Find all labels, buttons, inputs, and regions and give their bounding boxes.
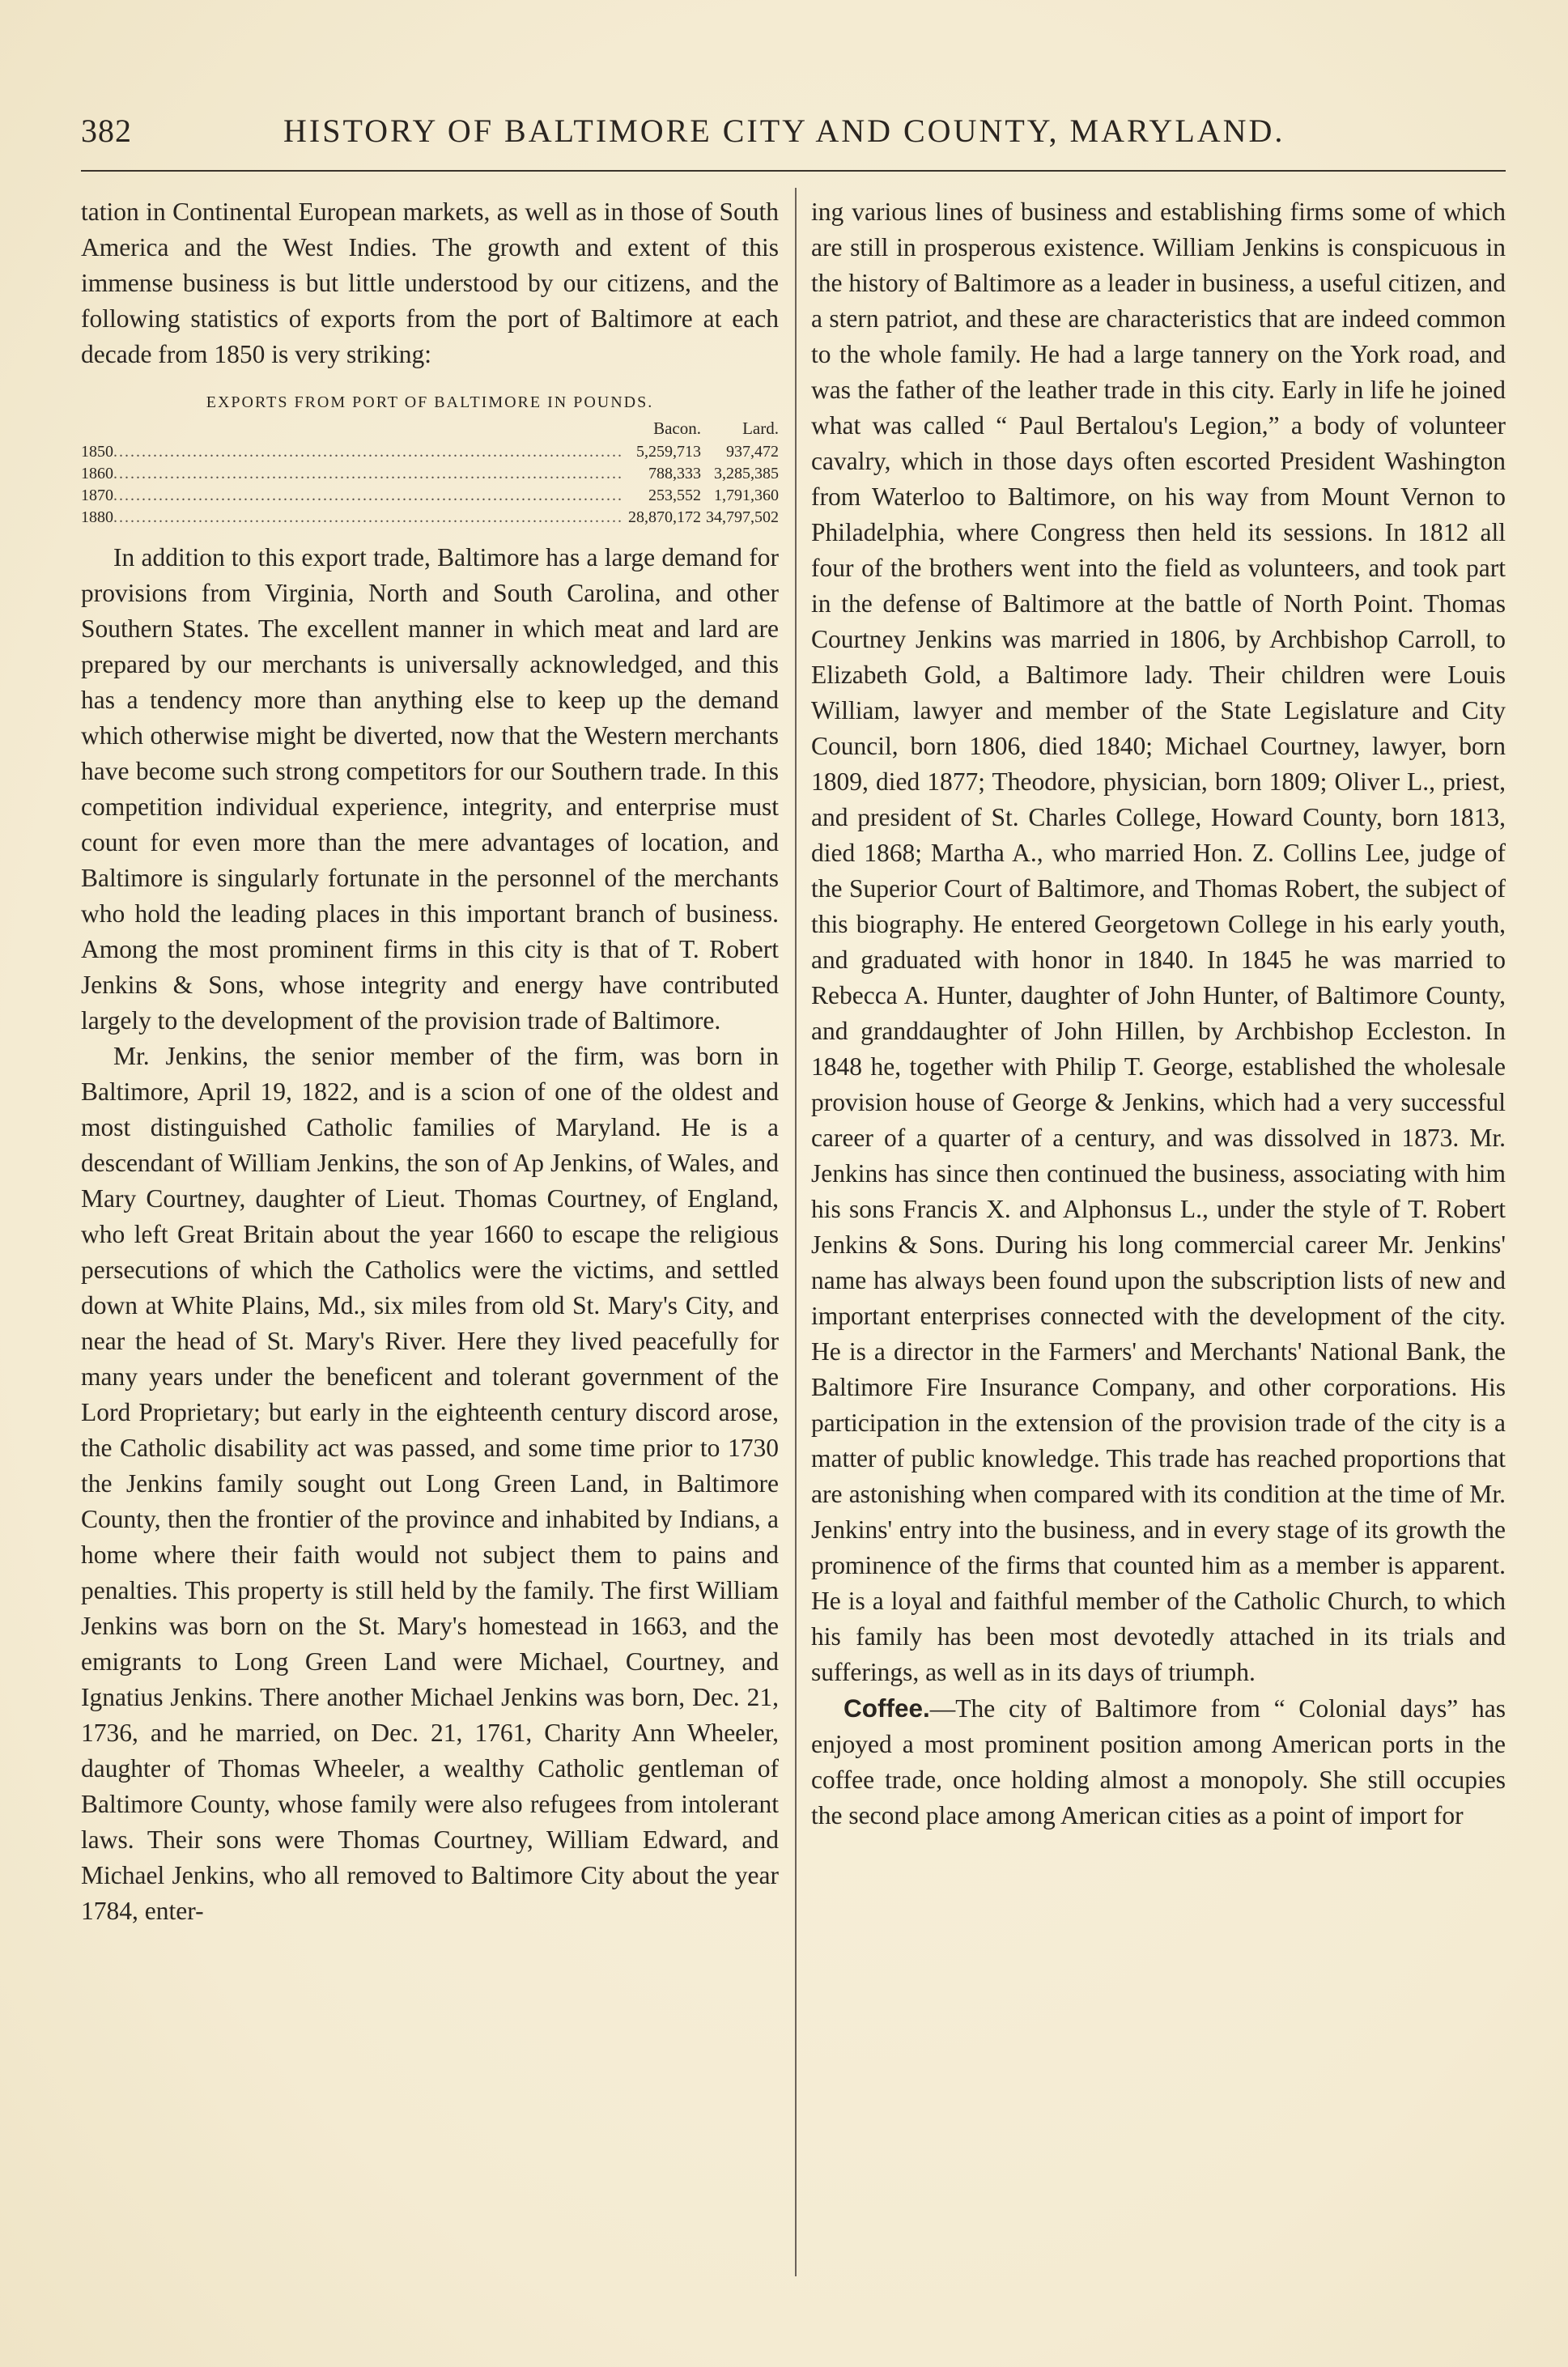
leader-dots: .......................................................................................... [113, 508, 623, 526]
table-header-bacon: Bacon. [653, 419, 701, 438]
exports-table [81, 414, 779, 529]
table-row [81, 463, 779, 485]
table-header-year [81, 414, 623, 441]
page-number: 382 [81, 113, 132, 149]
left-column [81, 194, 779, 1929]
table-cell-bacon: 28,870,172 [628, 508, 701, 526]
exports-table-block [81, 390, 779, 529]
table-cell-bacon: 788,333 [648, 465, 701, 482]
table-header-row [81, 414, 779, 441]
table-cell-year: 1870 [81, 487, 113, 504]
paragraph: In addition to this export trade, Baltimore has a large demand for provisions from Virginia, North and South Carolina, and other Southern States. The excellent manner in which meat and lard are prepared by our merchants is universally acknowledged, and this has a tendency more than anything else to keep up the demand which otherwise might be diverted, now that the Western merchants have become such strong competitors for our Southern trade. In this competition individual experience, integrity, and enterprise must count for even more than the mere advantages of location, and Baltimore is singularly fortunate in the personnel of the merchants who hold the leading places in this important branch of business. Among the most prominent firms in this city is that of T. Robert Jenkins & Sons, whose integrity and energy have contributed largely to the development of the provision trade of Baltimore. [81, 543, 779, 1035]
coffee-paragraph [811, 1690, 1506, 1834]
table-row [81, 485, 779, 507]
table-row [81, 507, 779, 529]
paragraph: ing various lines of business and establishing firms some of which are still in prosperous existence. William Jenkins is conspicuous in the history of Baltimore as a leader in business, a useful citizen, and a stern patriot, and these are characteristics that are indeed common to the whole family. He had a large tannery on the York road, and was the father of the leather trade in this city. Early in life he joined what was called “ Paul Bertalou's Legion,” a body of volunteer cavalry, which in those days often escorted President Washington from Waterloo to Baltimore, on his way from Mount Vernon to Philadelphia, where Congress then held its sessions. In 1812 all four of the brothers went into the field as volunteers, and took part in the defense of Baltimore at the battle of North Point. Thomas Courtney Jenkins was married in 1806, by Archbishop Carroll, to Elizabeth Gold, a Baltimore lady. Their children were Louis William, lawyer and member of the State Legislature and City Council, born 1806, died 1840; Michael Courtney, lawyer, born 1809, died 1877; Theodore, physician, born 1809; Oliver L., priest, and president of St. Charles College, Howard County, born 1813, died 1868; Martha A., who married Hon. Z. Collins Lee, judge of the Superior Court of Baltimore, and Thomas Robert, the subject of this biography. He entered Georgetown College in his early youth, and graduated with honor in 1840. In 1845 he was married to Rebecca A. Hunter, daughter of John Hunter, of Baltimore County, and granddaughter of John Hillen, by Archbishop Eccleston. In 1848 he, together with Philip T. George, established the wholesale provision house of George & Jenkins, which had a very successful career of a quarter of a century, and was dissolved in 1873. Mr. Jenkins has since then continued the business, associating with him his sons Francis X. and Alphonsus L., under the style of T. Robert Jenkins & Sons. During his long commercial career Mr. Jenkins' name has always been found upon the subscription lists of new and important enterprises connected with the development of the city. He is a director in the Farmers' and Merchants' National Bank, the Baltimore Fire Insurance Company, and other corporations. His participation in the extension of the provision trade of the city is a matter of public knowledge. This trade has reached proportions that are astonishing when compared with its condition at the time of Mr. Jenkins' entry into the business, and in every stage of its growth the prominence of the firms that counted him as a member is apparent. He is a loyal and faithful member of the Catholic Church, to which his family has been most devotedly attached in its trials and sufferings, as well as in its days of triumph. [811, 198, 1506, 1686]
page-header [81, 112, 1344, 160]
leader-dots: .......................................................................................... [113, 443, 623, 461]
table-row [81, 441, 779, 463]
table-cell-lard: 3,285,385 [714, 465, 779, 482]
paragraph: tation in Continental European markets, as well as in those of South America and the West Indies. The growth and extent of this immense business is but little understood by our citizens, and the following statistics of exports from the port of Baltimore at each decade from 1850 is very striking: [81, 198, 779, 368]
table-header-lard: Lard. [742, 419, 779, 438]
leader-dots: .......................................................................................... [113, 465, 623, 482]
paragraph: Mr. Jenkins, the senior member of the firm, was born in Baltimore, April 19, 1822, and is a scion of one of the oldest and most distinguished Catholic families of Maryland. He is a descendant of William Jenkins, the son of Ap Jenkins, of Wales, and Mary Courtney, daughter of Lieut. Thomas Courtney, of England, who left Great Britain about the year 1660 to escape the religious persecutions of which the Catholics were the victims, and settled down at White Plains, Md., six miles from old St. Mary's City, and near the head of St. Mary's River. Here they lived peacefully for many years under the beneficent and tolerant government of the Lord Proprietary; but early in the eighteenth century discord arose, the Catholic disability act was passed, and some time prior to 1730 the Jenkins family sought out Long Green Land, in Baltimore County, then the frontier of the province and inhabited by Indians, a home where their faith would not subject them to pains and penalties. This property is still held by the family. The first William Jenkins was born on the St. Mary's homestead in 1663, and the emigrants to Long Green Land were Michael, Courtney, and Ignatius Jenkins. There another Michael Jenkins was born, Dec. 21, 1736, and he married, on Dec. 21, 1761, Charity Ann Wheeler, daughter of Thomas Wheeler, a wealthy Catholic gentleman of Baltimore County, whose family were also refugees from intolerant laws. Their sons were Thomas Courtney, William Edward, and Michael Jenkins, who all removed to Baltimore City about the year 1784, enter- [81, 1042, 779, 1925]
table-cell-bacon: 5,259,713 [636, 443, 701, 461]
leader-dots: .......................................................................................... [113, 487, 623, 504]
header-rule [81, 170, 1506, 172]
table-cell-lard: 1,791,360 [714, 487, 779, 504]
section-heading-coffee: Coffee. [843, 1693, 930, 1723]
table-cell-lard: 937,472 [726, 443, 779, 461]
table-title: EXPORTS FROM PORT OF BALTIMORE IN POUNDS. [206, 393, 654, 411]
paragraph-text: —The city of Baltimore from “ Colonial days” has enjoyed a most prominent position among American ports in the coffee trade, once holding almost a monopoly. She still occupies the second place among American cities as a point of import for [811, 1694, 1506, 1829]
table-cell-year: 1860 [81, 465, 113, 482]
column-divider [795, 188, 797, 2276]
running-title: HISTORY OF BALTIMORE CITY AND COUNTY, MARYLAND. [283, 113, 1285, 149]
table-cell-lard: 34,797,502 [706, 508, 779, 526]
table-cell-year: 1880 [81, 508, 113, 526]
right-column [811, 194, 1506, 1834]
table-cell-year: 1850 [81, 443, 113, 461]
table-cell-bacon: 253,552 [648, 487, 701, 504]
